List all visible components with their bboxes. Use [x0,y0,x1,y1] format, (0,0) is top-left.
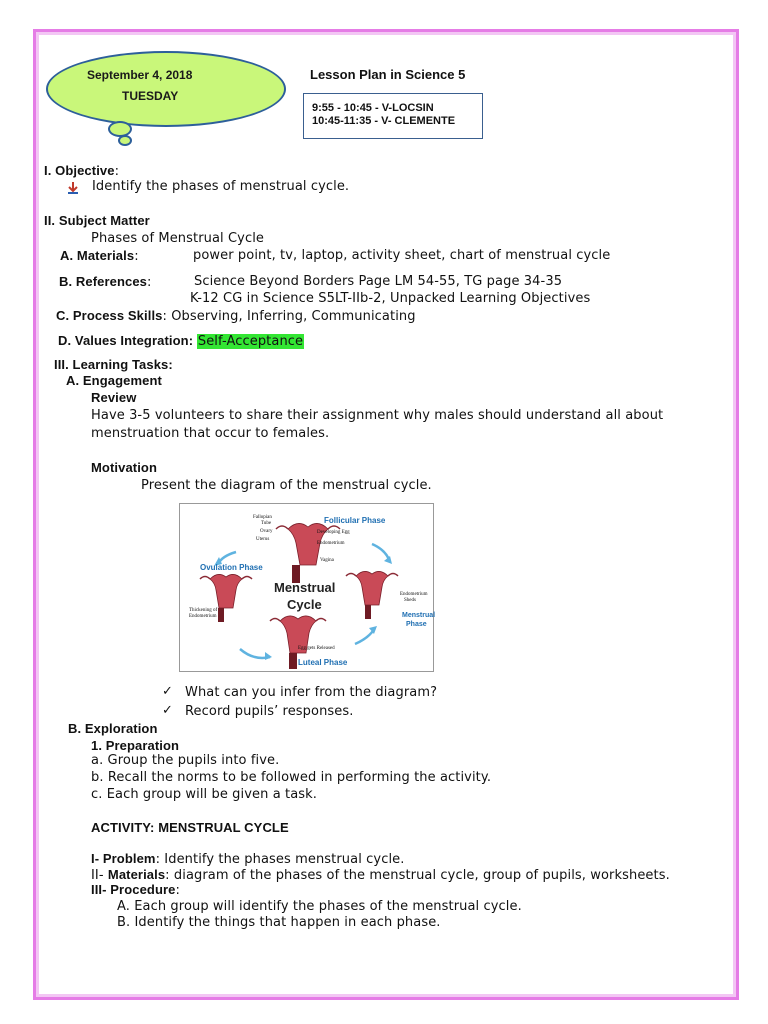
procedure-b: B. Identify the things that happen in each phase. [117,915,441,930]
motivation-text: Present the diagram of the menstrual cycle. [141,478,432,493]
label-fallopian: Fallopian [253,515,272,520]
references-line-1: Science Beyond Borders Page LM 54-55, TG page 34-35 [194,274,563,289]
lesson-date: September 4, 2018 [87,68,193,82]
subject-topic: Phases of Menstrual Cycle [91,231,265,246]
check-icon: ✓ [162,684,173,699]
label-tube: Tube [261,521,272,526]
label-center-2: Cycle [287,597,322,612]
label-endometrium-shed: Endometrium [400,592,428,597]
objective-heading: I. Objective: [44,163,120,179]
label-sheds: Sheds [404,598,416,603]
values-integration: D. Values Integration: Self-Acceptance [58,333,304,349]
review-line-1: Have 3-5 volunteers to share their assignment why males should understand all about [91,408,664,423]
references-line-2: K-12 CG in Science S5LT-IIb-2, Unpacked Learning Objectives [190,291,591,306]
check-item-2: Record pupils’ responses. [185,704,354,719]
check-item-1: What can you infer from the diagram? [185,685,438,700]
menstrual-cycle-diagram [179,503,434,672]
motivation-label: Motivation [91,460,157,475]
subject-matter-heading: II. Subject Matter [44,213,150,228]
label-developing-egg: Developing Egg [317,530,350,535]
process-skills: C. Process Skills: Observing, Inferring, Communicating [56,308,416,324]
problem-line: I- Problem: Identify the phases menstrual cycle. [91,851,405,867]
schedule-line-2: 10:45-11:35 - V- CLEMENTE [312,115,456,127]
materials-line: II- Materials: diagram of the phases of the menstrual cycle, group of pupils, worksheets. [91,867,670,883]
label-vagina: Vagina [320,558,334,563]
review-line-2: menstruation that occur to females. [91,426,330,441]
label-endometrium: Endometrium [317,541,345,546]
label-center-1: Menstrual [274,580,336,595]
schedule-line-1: 9:55 - 10:45 - V-LOCSIN [312,102,434,114]
materials-label: A. Materials: [60,248,139,264]
engagement-heading: A. Engagement [66,373,162,388]
review-label: Review [91,390,137,405]
procedure-heading: III- Procedure: [91,882,180,898]
label-thickening: Thickening of [189,608,218,613]
activity-title: ACTIVITY: MENSTRUAL CYCLE [91,820,289,835]
label-menstrual-phase-2: Phase [406,621,427,628]
label-ovulation: Ovulation Phase [200,563,263,572]
procedure-a: A. Each group will identify the phases of the menstrual cycle. [117,899,522,914]
label-menstrual-phase-1: Menstrual [402,612,436,619]
label-uterus: Uterus [256,537,270,542]
prep-c: c. Each group will be given a task. [91,787,318,802]
bullet-icon [66,180,80,199]
prep-a: a. Group the pupils into five. [91,753,280,768]
learning-tasks-heading: III. Learning Tasks: [54,357,173,372]
lesson-title: Lesson Plan in Science 5 [310,67,466,82]
label-thickening-endometrium: Endometrium [189,614,217,619]
prep-b: b. Recall the norms to be followed in performing the activity. [91,770,492,785]
lesson-day: TUESDAY [122,89,179,103]
values-highlight: Self-Acceptance [197,334,304,349]
check-icon: ✓ [162,703,173,718]
materials-text: power point, tv, laptop, activity sheet, chart of menstrual cycle [193,248,611,263]
label-follicular: Follicular Phase [324,516,386,525]
objective-item: Identify the phases of menstrual cycle. [92,179,350,194]
preparation-heading: 1. Preparation [91,738,180,753]
schedule-box [303,93,483,139]
exploration-heading: B. Exploration [68,721,158,736]
label-luteal: Luteal Phase [298,658,348,667]
label-ovary: Ovary [260,529,273,534]
label-egg-released: Egg gets Released [298,646,335,651]
references-label: B. References: [59,274,152,290]
